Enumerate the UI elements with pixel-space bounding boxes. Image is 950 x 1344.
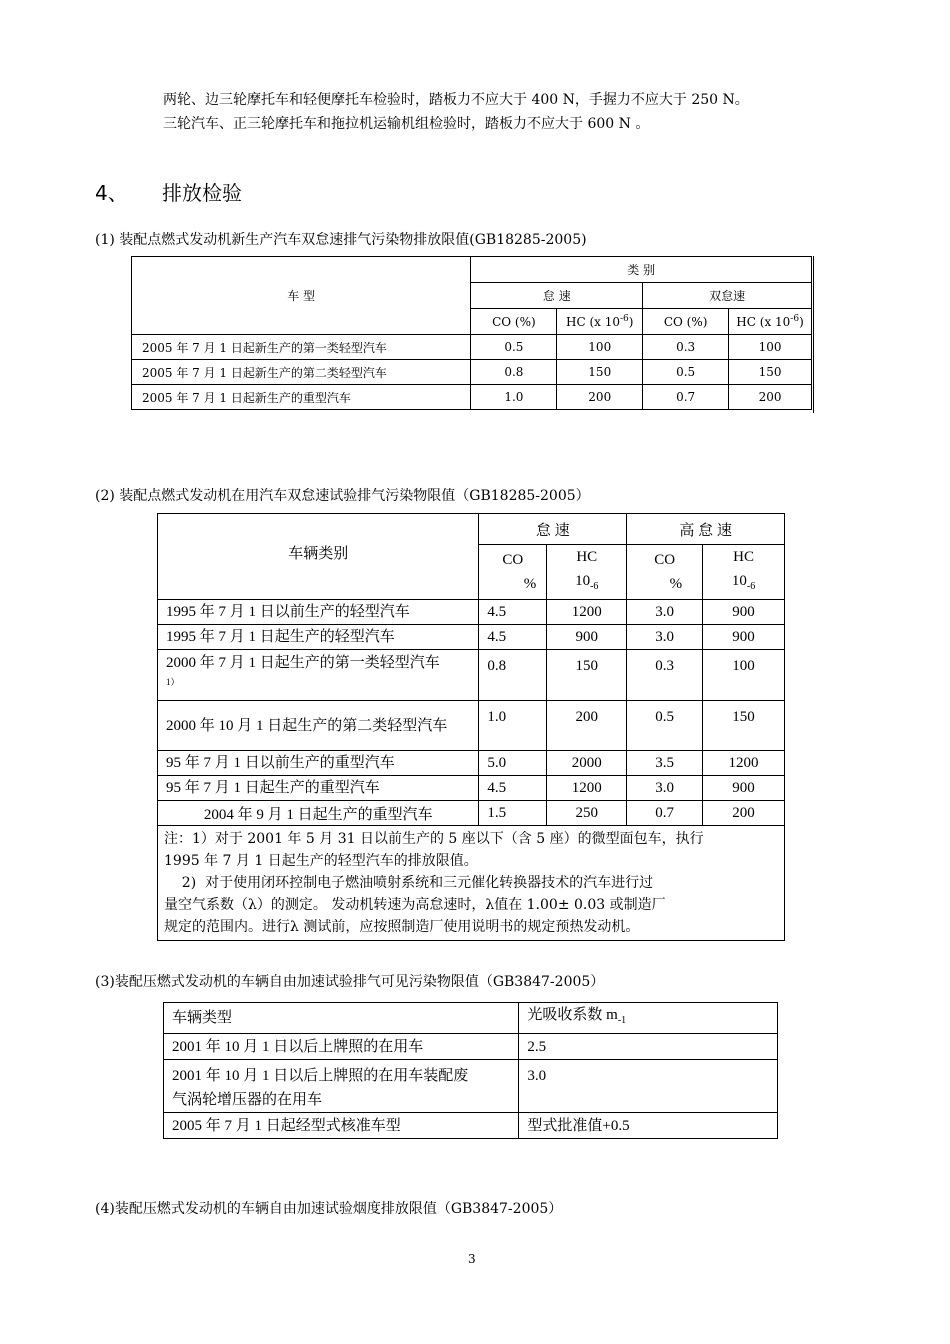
table3-header-type: 车辆类型 bbox=[164, 1003, 519, 1034]
table1-header-category: 类 别 bbox=[471, 257, 812, 283]
table3-type: 2001 年 10 月 1 日以后上牌照的在用车 bbox=[164, 1034, 519, 1060]
table2-vehicle: 1995 年 7 月 1 日起生产的轻型汽车 bbox=[158, 625, 479, 650]
table2-cell: 200 bbox=[547, 701, 627, 751]
table1-header-dual-idle: 双怠速 bbox=[643, 283, 812, 309]
table2-header-high-idle: 高 怠 速 bbox=[627, 514, 785, 545]
table2-header-vehicle: 车辆类别 bbox=[158, 514, 479, 600]
table2-cell: 1.5 bbox=[479, 801, 547, 826]
table1-cell: 150 bbox=[729, 360, 812, 385]
intro-line-2: 三轮汽车、正三轮摩托车和拖拉机运输机组检验时，踏板力不应大于 600 N 。 bbox=[163, 116, 650, 132]
table2-vehicle: 1995 年 7 月 1 日以前生产的轻型汽车 bbox=[158, 600, 479, 625]
table2-cell: 3.5 bbox=[627, 751, 703, 776]
table1-cell: 100 bbox=[557, 335, 643, 360]
table2-cell: 1.0 bbox=[479, 701, 547, 751]
table2-notes bbox=[158, 826, 785, 941]
table1-cell: 0.8 bbox=[471, 360, 557, 385]
table2-cell: 2000 bbox=[547, 751, 627, 776]
table1-cell: 200 bbox=[557, 385, 643, 410]
table1-cell: 0.5 bbox=[643, 360, 729, 385]
table-row bbox=[158, 776, 785, 801]
table2-cell: 4.5 bbox=[479, 776, 547, 801]
table1-col-co-1: CO (%) bbox=[471, 309, 557, 335]
intro-line-1: 两轮、边三轮摩托车和轻便摩托车检验时，踏板力不应大于 400 N，手握力不应大于 250 N。 bbox=[163, 92, 749, 108]
table2-vehicle: 2000 年 7 月 1 日起生产的第一类轻型汽车 1） bbox=[158, 650, 479, 701]
table-row bbox=[132, 385, 812, 410]
table3-type: 2001 年 10 月 1 日以后上牌照的在用车装配废 气涡轮增压器的在用车 bbox=[164, 1060, 519, 1113]
table2-col-co-1: CO % bbox=[479, 545, 547, 600]
table2-vehicle: 2004 年 9 月 1 日起生产的重型汽车 bbox=[158, 801, 479, 826]
table1 bbox=[131, 256, 812, 410]
table2-cell: 1200 bbox=[547, 776, 627, 801]
table3 bbox=[163, 1002, 778, 1139]
table1-col-co-2: CO (%) bbox=[643, 309, 729, 335]
table1-cell: 200 bbox=[729, 385, 812, 410]
table3-header-coef: 光吸收系数 $m_{-1}$ bbox=[519, 1003, 778, 1034]
table1-vehicle: 2005 年 7 月 1 日起新生产的重型汽车 bbox=[132, 385, 471, 410]
table2-col-hc-2: HC $10_{-6}$ bbox=[703, 545, 785, 600]
table-row bbox=[164, 1113, 778, 1139]
table-row bbox=[158, 701, 785, 751]
section-title: 排放检验 bbox=[162, 181, 242, 205]
table-row bbox=[132, 360, 812, 385]
table1-col-hc-1: HC (x $10^{-6}$) bbox=[557, 309, 643, 335]
table1-vehicle: 2005 年 7 月 1 日起新生产的第二类轻型汽车 bbox=[132, 360, 471, 385]
table3-value: 型式批准值+0.5 bbox=[519, 1113, 778, 1139]
table2-cell: 100 bbox=[703, 650, 785, 701]
table2-cell: 150 bbox=[703, 701, 785, 751]
table2-cell: 3.0 bbox=[627, 776, 703, 801]
table2-cell: 0.3 bbox=[627, 650, 703, 701]
section-number: 4、 bbox=[95, 181, 128, 205]
table2-cell: 250 bbox=[547, 801, 627, 826]
table1-vehicle: 2005 年 7 月 1 日起新生产的第一类轻型汽车 bbox=[132, 335, 471, 360]
table-row bbox=[158, 625, 785, 650]
table-row bbox=[132, 335, 812, 360]
table-row bbox=[164, 1060, 778, 1113]
table2-col-hc-1: HC $10_{-6}$ bbox=[547, 545, 627, 600]
table1-cell: 0.3 bbox=[643, 335, 729, 360]
table2-note: 注：1）对于 2001 年 5 月 31 日以前生产的 5 座以下（含 5 座）的微型面包车，执行 1995 年 7 月 1 日起生产的轻型汽车的排放限值。 2) 对于使用闭环控制电子燃油喷射系统和三元催化转换器技术的汽车进行过 量空气系数（λ）的测定。 发动机转速为高怠速时，λ值在 1.00± 0.03 或制造厂 规定的范围内。进行λ 测试前，应按照制造厂使用说明书的规定预热发动机。 bbox=[158, 826, 785, 941]
table2-vehicle: 2000 年 10 月 1 日起生产的第二类轻型汽车 bbox=[158, 701, 479, 751]
table2-cell: 900 bbox=[703, 625, 785, 650]
table2-cell: 900 bbox=[703, 600, 785, 625]
table-row bbox=[164, 1034, 778, 1060]
table2-cell: 4.5 bbox=[479, 600, 547, 625]
table2-cell: 3.0 bbox=[627, 625, 703, 650]
table3-value: 3.0 bbox=[519, 1060, 778, 1113]
table2-cell: 900 bbox=[703, 776, 785, 801]
table1-caption: (1) 装配点燃式发动机新生产汽车双怠速排气污染物排放限值(GB18285-2005) bbox=[95, 232, 587, 248]
table2-vehicle: 95 年 7 月 1 日以前生产的重型汽车 bbox=[158, 751, 479, 776]
table-row bbox=[158, 751, 785, 776]
page-number: 3 bbox=[468, 1252, 476, 1266]
table1-cell: 150 bbox=[557, 360, 643, 385]
table-row bbox=[158, 600, 785, 625]
table3-type: 2005 年 7 月 1 日起经型式核准车型 bbox=[164, 1113, 519, 1139]
table2-cell: 200 bbox=[703, 801, 785, 826]
table3-caption: (3)装配压燃式发动机的车辆自由加速试验排气可见污染物限值（GB3847-2005） bbox=[95, 974, 605, 990]
table2-header-idle: 怠 速 bbox=[479, 514, 627, 545]
table2-cell: 0.8 bbox=[479, 650, 547, 701]
table2-col-co-2: CO % bbox=[627, 545, 703, 600]
table2-cell: 3.0 bbox=[627, 600, 703, 625]
table2-cell: 0.7 bbox=[627, 801, 703, 826]
table2-cell: 4.5 bbox=[479, 625, 547, 650]
table2 bbox=[157, 513, 785, 941]
table4-caption: (4)装配压燃式发动机的车辆自由加速试验烟度排放限值（GB3847-2005） bbox=[95, 1201, 563, 1217]
table1-cell: 100 bbox=[729, 335, 812, 360]
table2-caption: (2) 装配点燃式发动机在用汽车双怠速试验排气污染物限值（GB18285-2005） bbox=[95, 488, 590, 504]
table2-cell: 1200 bbox=[547, 600, 627, 625]
table2-cell: 0.5 bbox=[627, 701, 703, 751]
table1-side-rule bbox=[813, 256, 814, 413]
table1-cell: 1.0 bbox=[471, 385, 557, 410]
table2-vehicle: 95 年 7 月 1 日起生产的重型汽车 bbox=[158, 776, 479, 801]
table-row bbox=[158, 650, 785, 701]
table2-cell: 1200 bbox=[703, 751, 785, 776]
table2-cell: 5.0 bbox=[479, 751, 547, 776]
table3-value: 2.5 bbox=[519, 1034, 778, 1060]
table2-cell: 150 bbox=[547, 650, 627, 701]
table1-cell: 0.7 bbox=[643, 385, 729, 410]
table1-col-hc-2: HC (x $10^{-6}$) bbox=[729, 309, 812, 335]
table2-cell: 900 bbox=[547, 625, 627, 650]
table-row bbox=[158, 801, 785, 826]
table1-header-vehicle: 车 型 bbox=[132, 257, 471, 335]
table1-cell: 0.5 bbox=[471, 335, 557, 360]
table1-header-idle: 怠 速 bbox=[471, 283, 643, 309]
